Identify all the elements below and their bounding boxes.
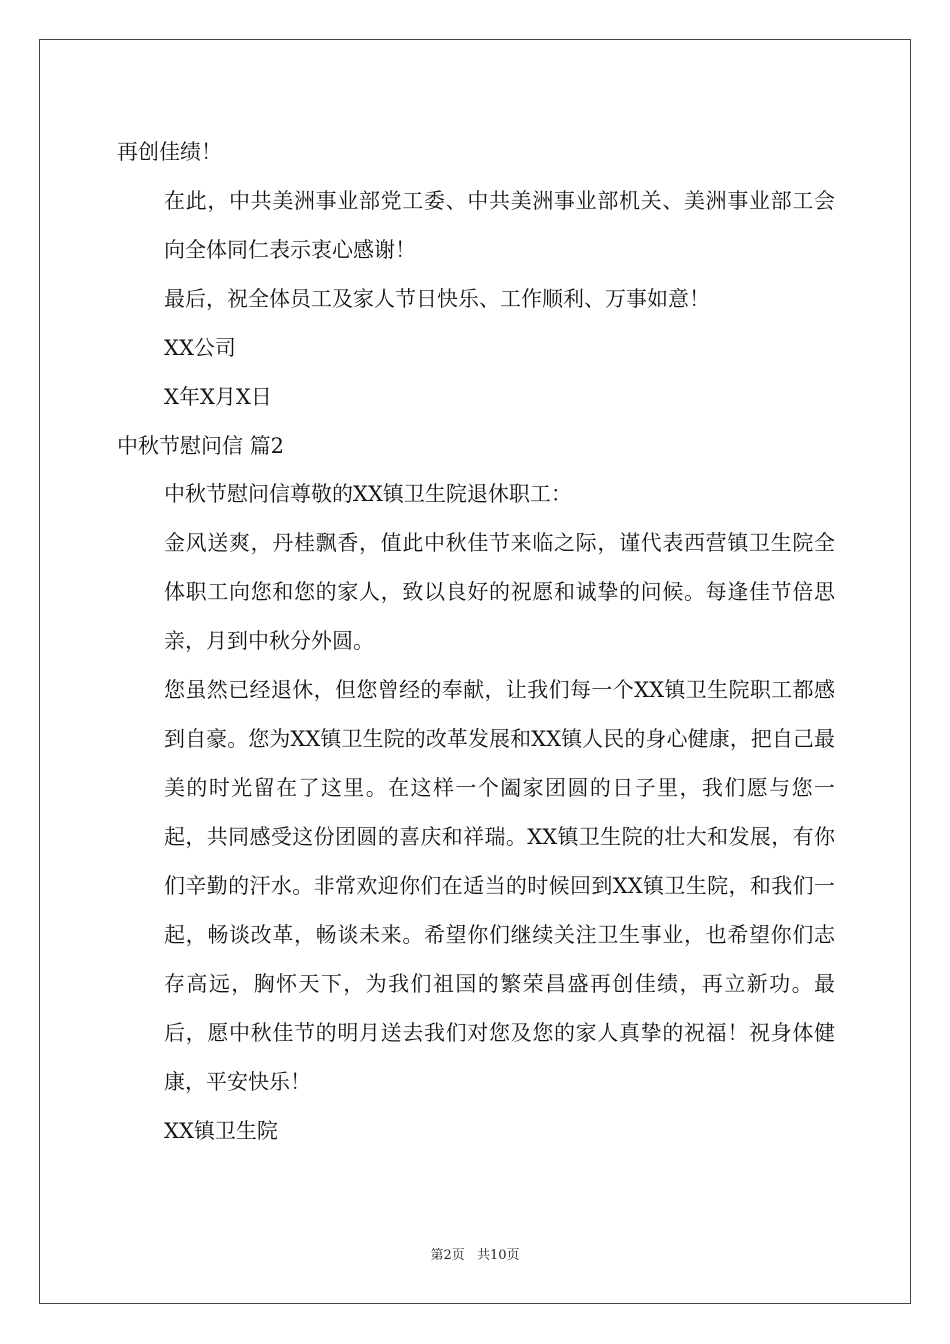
paragraph-main: 您虽然已经退休，但您曾经的奉献，让我们每一个XX镇卫生院职工都感到自豪。您为XX镇卫生院的改革发展和XX镇人民的身心健康，把自己最美的时光留在了这里。在这样一个阖家团圆的日子里，我们愿与您一起，共同感受这份团圆的喜庆和祥瑞。XX镇卫生院的壮大和发展，有你们辛勤的汗水。非常欢迎你们在适当的时候回到XX镇卫生院，和我们一起，畅谈改革，畅谈未来。希望你们继续关注卫生事业，也希望你们志存高远，胸怀天下，为我们祖国的繁荣昌盛再创佳绩，再立新功。最后，愿中秋佳节的明月送去我们对您及您的家人真挚的祝福！祝身体健康，平安快乐！ (164, 678, 835, 1094)
signature-company: XX公司 (164, 336, 236, 360)
document-body (117, 128, 835, 1156)
signature-hospital: XX镇卫生院 (164, 1119, 278, 1143)
section-title: 中秋节慰问信 篇2 (117, 434, 285, 458)
page-footer (0, 1244, 950, 1263)
paragraph-greeting: 金风送爽，丹桂飘香，值此中秋佳节来临之际，谨代表西营镇卫生院全体职工向您和您的家人，致以良好的祝愿和诚挚的问候。每逢佳节倍思亲，月到中秋分外圆。 (164, 531, 835, 653)
letter-salutation: 中秋节慰问信尊敬的XX镇卫生院退休职工： (164, 482, 572, 506)
page-total: 共10页 (476, 1248, 520, 1263)
paragraph-thanks: 在此，中共美洲事业部党工委、中共美洲事业部机关、美洲事业部工会向全体同仁表示衷心感谢！ (164, 189, 835, 262)
paragraph-continuation: 再创佳绩！ (117, 140, 222, 164)
page-number: 第2页 (430, 1248, 465, 1263)
paragraph-closing-wishes: 最后，祝全体员工及家人节日快乐、工作顺利、万事如意！ (164, 287, 710, 311)
signature-date: X年X月X日 (164, 385, 272, 409)
